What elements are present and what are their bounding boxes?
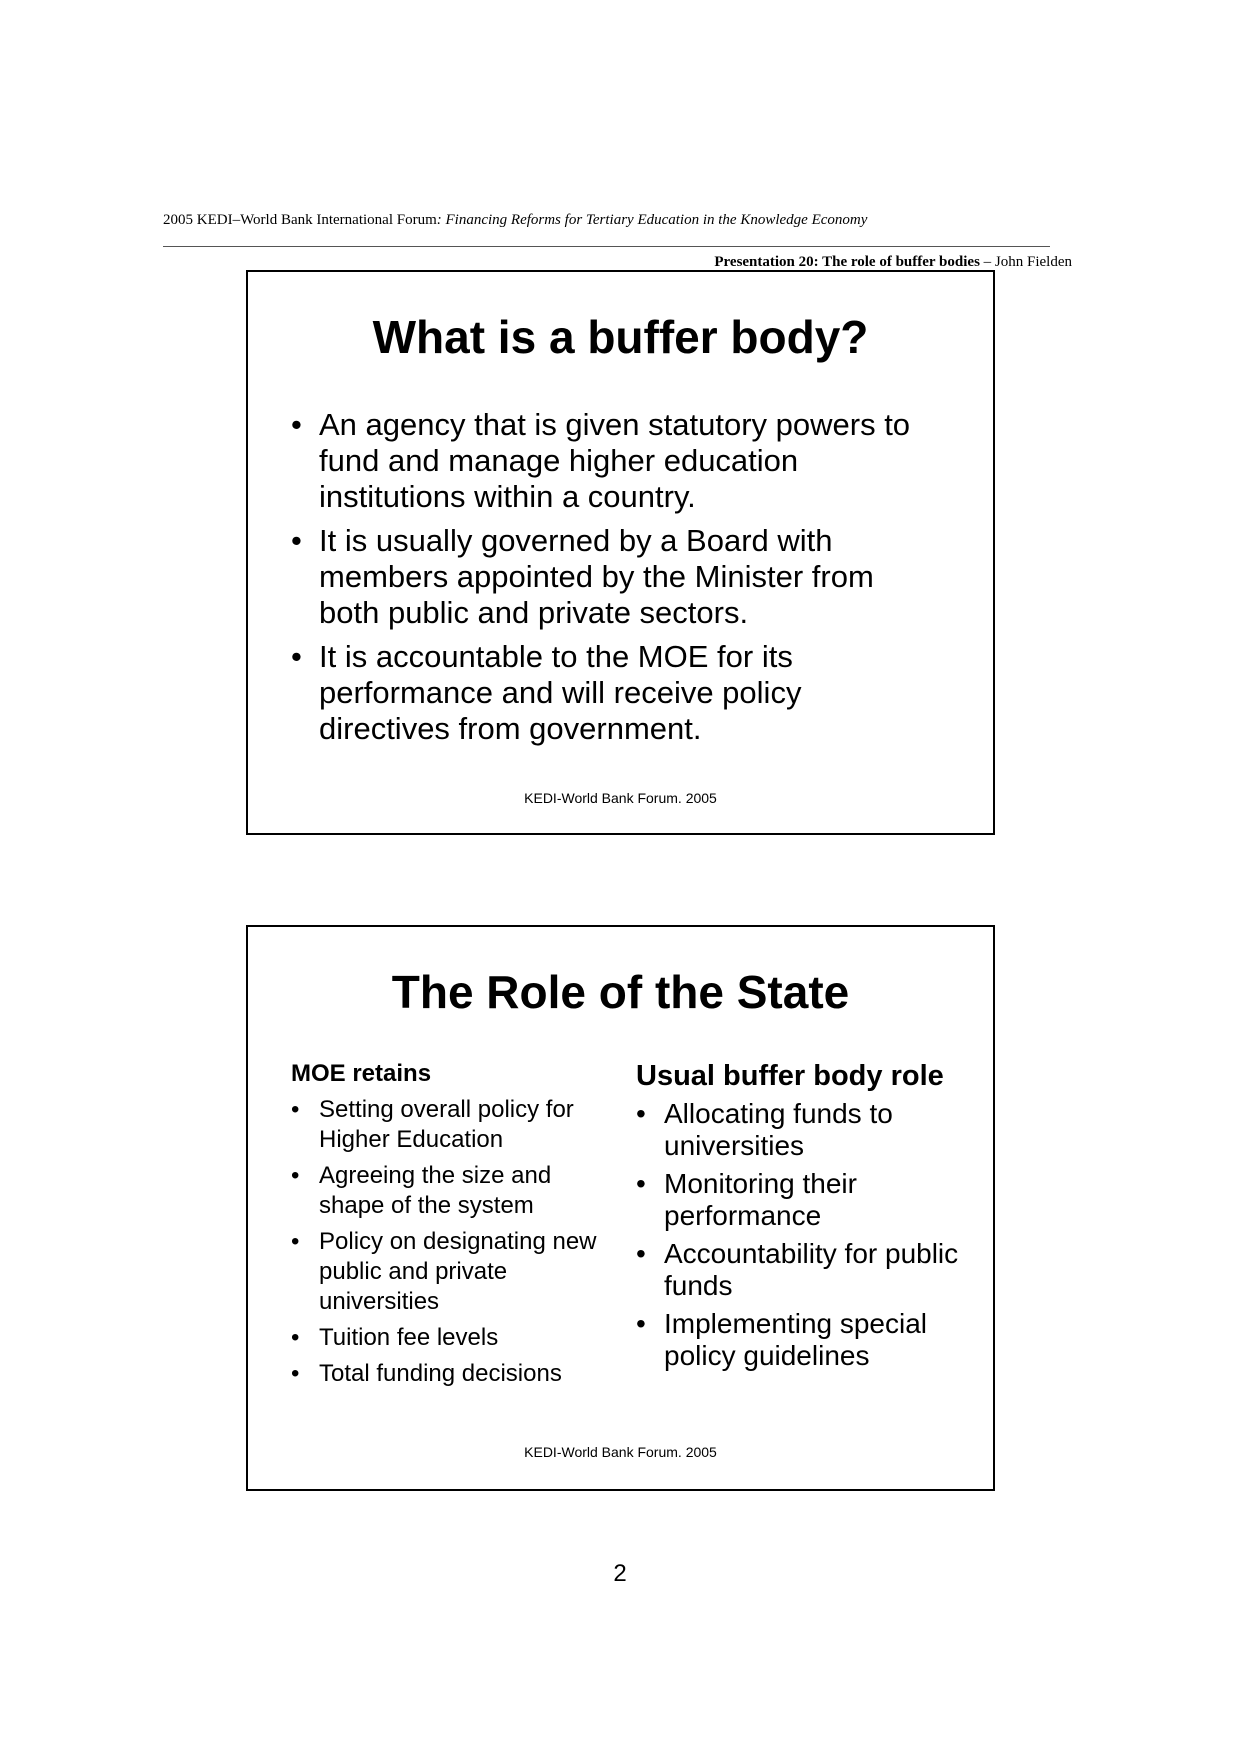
page-number: 2 (613, 1560, 627, 1587)
forum-name: 2005 KEDI–World Bank International Forum (163, 212, 437, 228)
bullet-item: • It is accountable to the MOE for its performance and will receive policy directives from government. (291, 639, 931, 747)
forum-subtitle: : Financing Reforms for Tertiary Education in the Knowledge Economy (436, 212, 868, 228)
column-heading: MOE retains (291, 1060, 432, 1087)
document-header (163, 212, 867, 229)
presentation-author: – John Fielden (979, 254, 1072, 270)
bullet-item: • Total funding decisions (291, 1359, 611, 1389)
bullet-item: • Setting overall policy for Higher Education (291, 1095, 611, 1155)
slide-title: What is a buffer body? (372, 311, 869, 363)
header-divider (163, 246, 1050, 247)
bullet-list (291, 1095, 611, 1389)
bullet-item: • An agency that is given statutory powers to fund and manage higher education institutions within a country. (291, 407, 931, 515)
slide-footer: KEDI-World Bank Forum. 2005 (524, 1444, 717, 1460)
slide-what-is-buffer-body (246, 270, 995, 835)
slide-footer: KEDI-World Bank Forum. 2005 (524, 790, 717, 806)
bullet-item: • Allocating funds to universities (636, 1098, 966, 1162)
bullet-item: • Tuition fee levels (291, 1323, 611, 1353)
bullet-list (291, 407, 931, 755)
slide-role-of-state (246, 925, 995, 1491)
presentation-header (714, 254, 1072, 271)
buffer-body-column (636, 1059, 966, 1378)
bullet-item: • Agreeing the size and shape of the system (291, 1161, 611, 1221)
bullet-item: • Monitoring their performance (636, 1168, 966, 1232)
bullet-item: • It is usually governed by a Board with members appointed by the Minister from both public and private sectors. (291, 523, 931, 631)
slide-title: The Role of the State (391, 966, 850, 1018)
column-heading: Usual buffer body role (636, 1060, 944, 1092)
presentation-title: Presentation 20: The role of buffer bodies (714, 254, 980, 270)
bullet-item: • Implementing special policy guidelines (636, 1308, 966, 1372)
bullet-item: • Policy on designating new public and private universities (291, 1227, 611, 1317)
bullet-item: • Accountability for public funds (636, 1238, 966, 1302)
bullet-list (636, 1098, 966, 1372)
moe-column (291, 1059, 611, 1395)
